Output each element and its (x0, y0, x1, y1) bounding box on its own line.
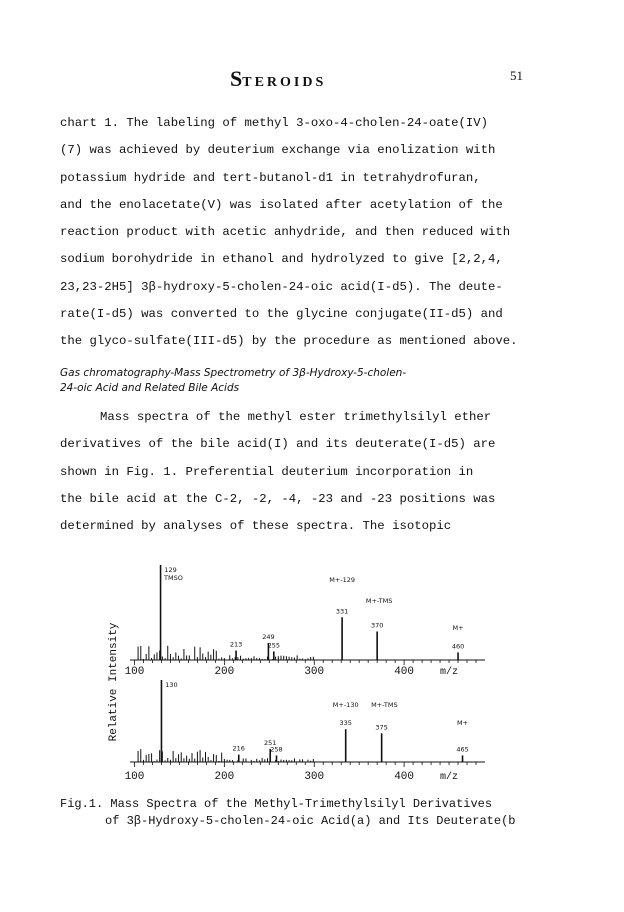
paragraph-1-line: rate(I-d5) was converted to the glycine conjugate(II-d5) and (60, 307, 503, 322)
paragraph-1-line: sodium borohydride in ethanol and hydrolyzed to give [2,2,4, (60, 252, 503, 267)
x-tick-label-a-400: 400 (394, 666, 415, 678)
peak-label-213: 213 (229, 640, 243, 649)
annotation-m-ion-b: M+ (457, 719, 469, 727)
paragraph-2-line: Mass spectra of the methyl ester trimethylsilyl ether (100, 410, 492, 424)
journal-name-rest: TEROIDS (242, 75, 327, 90)
section-heading-line-1: Gas chromatography-Mass Spectrometry of 3β-Hydroxy-5-cholen- (60, 367, 407, 379)
paragraph-2-line: derivatives of the bile acid(I) and its deuterate(I-d5) are (60, 437, 496, 452)
peak-label-465: 465 (456, 745, 469, 754)
peak-label-130: 130 (165, 681, 178, 689)
annotation-m-minus-130: M+-130 (332, 701, 359, 709)
paragraph-2-line: shown in Fig. 1. Preferential deuterium incorporation in (60, 464, 474, 479)
journal-initial: S (230, 66, 243, 91)
peak-label-331: 331 (335, 607, 349, 616)
peak-label-216: 216 (232, 744, 245, 753)
annotation-m-minus-129: M+-129 (329, 576, 356, 584)
peak-label-255: 255 (267, 641, 281, 650)
paragraph-1-line: (7) was achieved by deuterium exchange via enolization with (60, 143, 496, 158)
peak-label-251: 251 (263, 738, 277, 747)
caption-line-1: Fig.1. Mass Spectra of the Methyl-Trimethylsilyl Derivatives (60, 797, 493, 811)
section-heading (60, 366, 406, 396)
paragraph-1-line: reaction product with acetic anhydride, and then reduced with (60, 225, 511, 240)
x-tick-label-b-100: 100 (124, 771, 145, 783)
page-header (0, 64, 624, 91)
x-axis-label-b: m/z (440, 772, 459, 783)
annotation-m-ion-a: M+ (452, 624, 464, 632)
x-tick-label-a-200: 200 (214, 666, 235, 678)
peak-label-370: 370 (370, 621, 384, 630)
peak-label-258: 258 (270, 745, 283, 754)
paragraph-2-line: determined by analyses of these spectra. The isotopic (60, 519, 452, 534)
annotation-m-minus-tms: M+-TMS (365, 597, 393, 605)
paragraph-1-line: the glyco-sulfate(III-d5) by the procedure as mentioned above. (60, 334, 518, 349)
journal-title (230, 66, 326, 92)
x-tick-label-b-200: 200 (214, 771, 235, 783)
y-axis-label: Relative Intensity (108, 622, 120, 742)
paragraph-1-line: chart 1. The labeling of methyl 3-oxo-4-cholen-24-oate(IV) (60, 116, 489, 130)
peak-label-129: 129 (164, 566, 177, 574)
x-tick-label-b-300: 300 (304, 771, 325, 783)
paragraph-1-line: potassium hydride and tert-butanol-d1 in tetrahydrofuran, (60, 170, 481, 185)
peak-label-375: 375 (375, 723, 388, 732)
mass-spectra-figure (100, 556, 500, 784)
annotation-tmso: TMSO (164, 574, 183, 582)
peak-label-335: 335 (339, 719, 352, 728)
caption-line-2: of 3β-Hydroxy-5-cholen-24-oic Acid(a) and Its Deuterate(b (105, 814, 516, 828)
x-axis-label-a: m/z (440, 667, 459, 678)
x-tick-label-a-300: 300 (304, 666, 325, 678)
page-number: 51 (510, 68, 523, 83)
paragraph-2-line: the bile acid at the C-2, -2, -4, -23 and -23 positions was (60, 491, 496, 506)
peak-label-249: 249 (262, 632, 275, 641)
annotation-m-minus-tms-b: M+-TMS (371, 701, 398, 709)
section-heading-line-2: 24-oic Acid and Related Bile Acids (60, 382, 240, 394)
paragraph-1-line: 23,23-2H5] 3β-hydroxy-5-cholen-24-oic acid(I-d5). The deute- (60, 279, 503, 294)
x-tick-label-b-400: 400 (394, 771, 415, 783)
figure-caption (60, 796, 515, 830)
paragraph-1 (60, 110, 580, 356)
paragraph-2 (60, 404, 495, 540)
paragraph-1-line: and the enolacetate(V) was isolated after acetylation of the (60, 197, 503, 212)
x-tick-label-a-100: 100 (124, 666, 145, 678)
peak-label-460: 460 (451, 642, 465, 651)
